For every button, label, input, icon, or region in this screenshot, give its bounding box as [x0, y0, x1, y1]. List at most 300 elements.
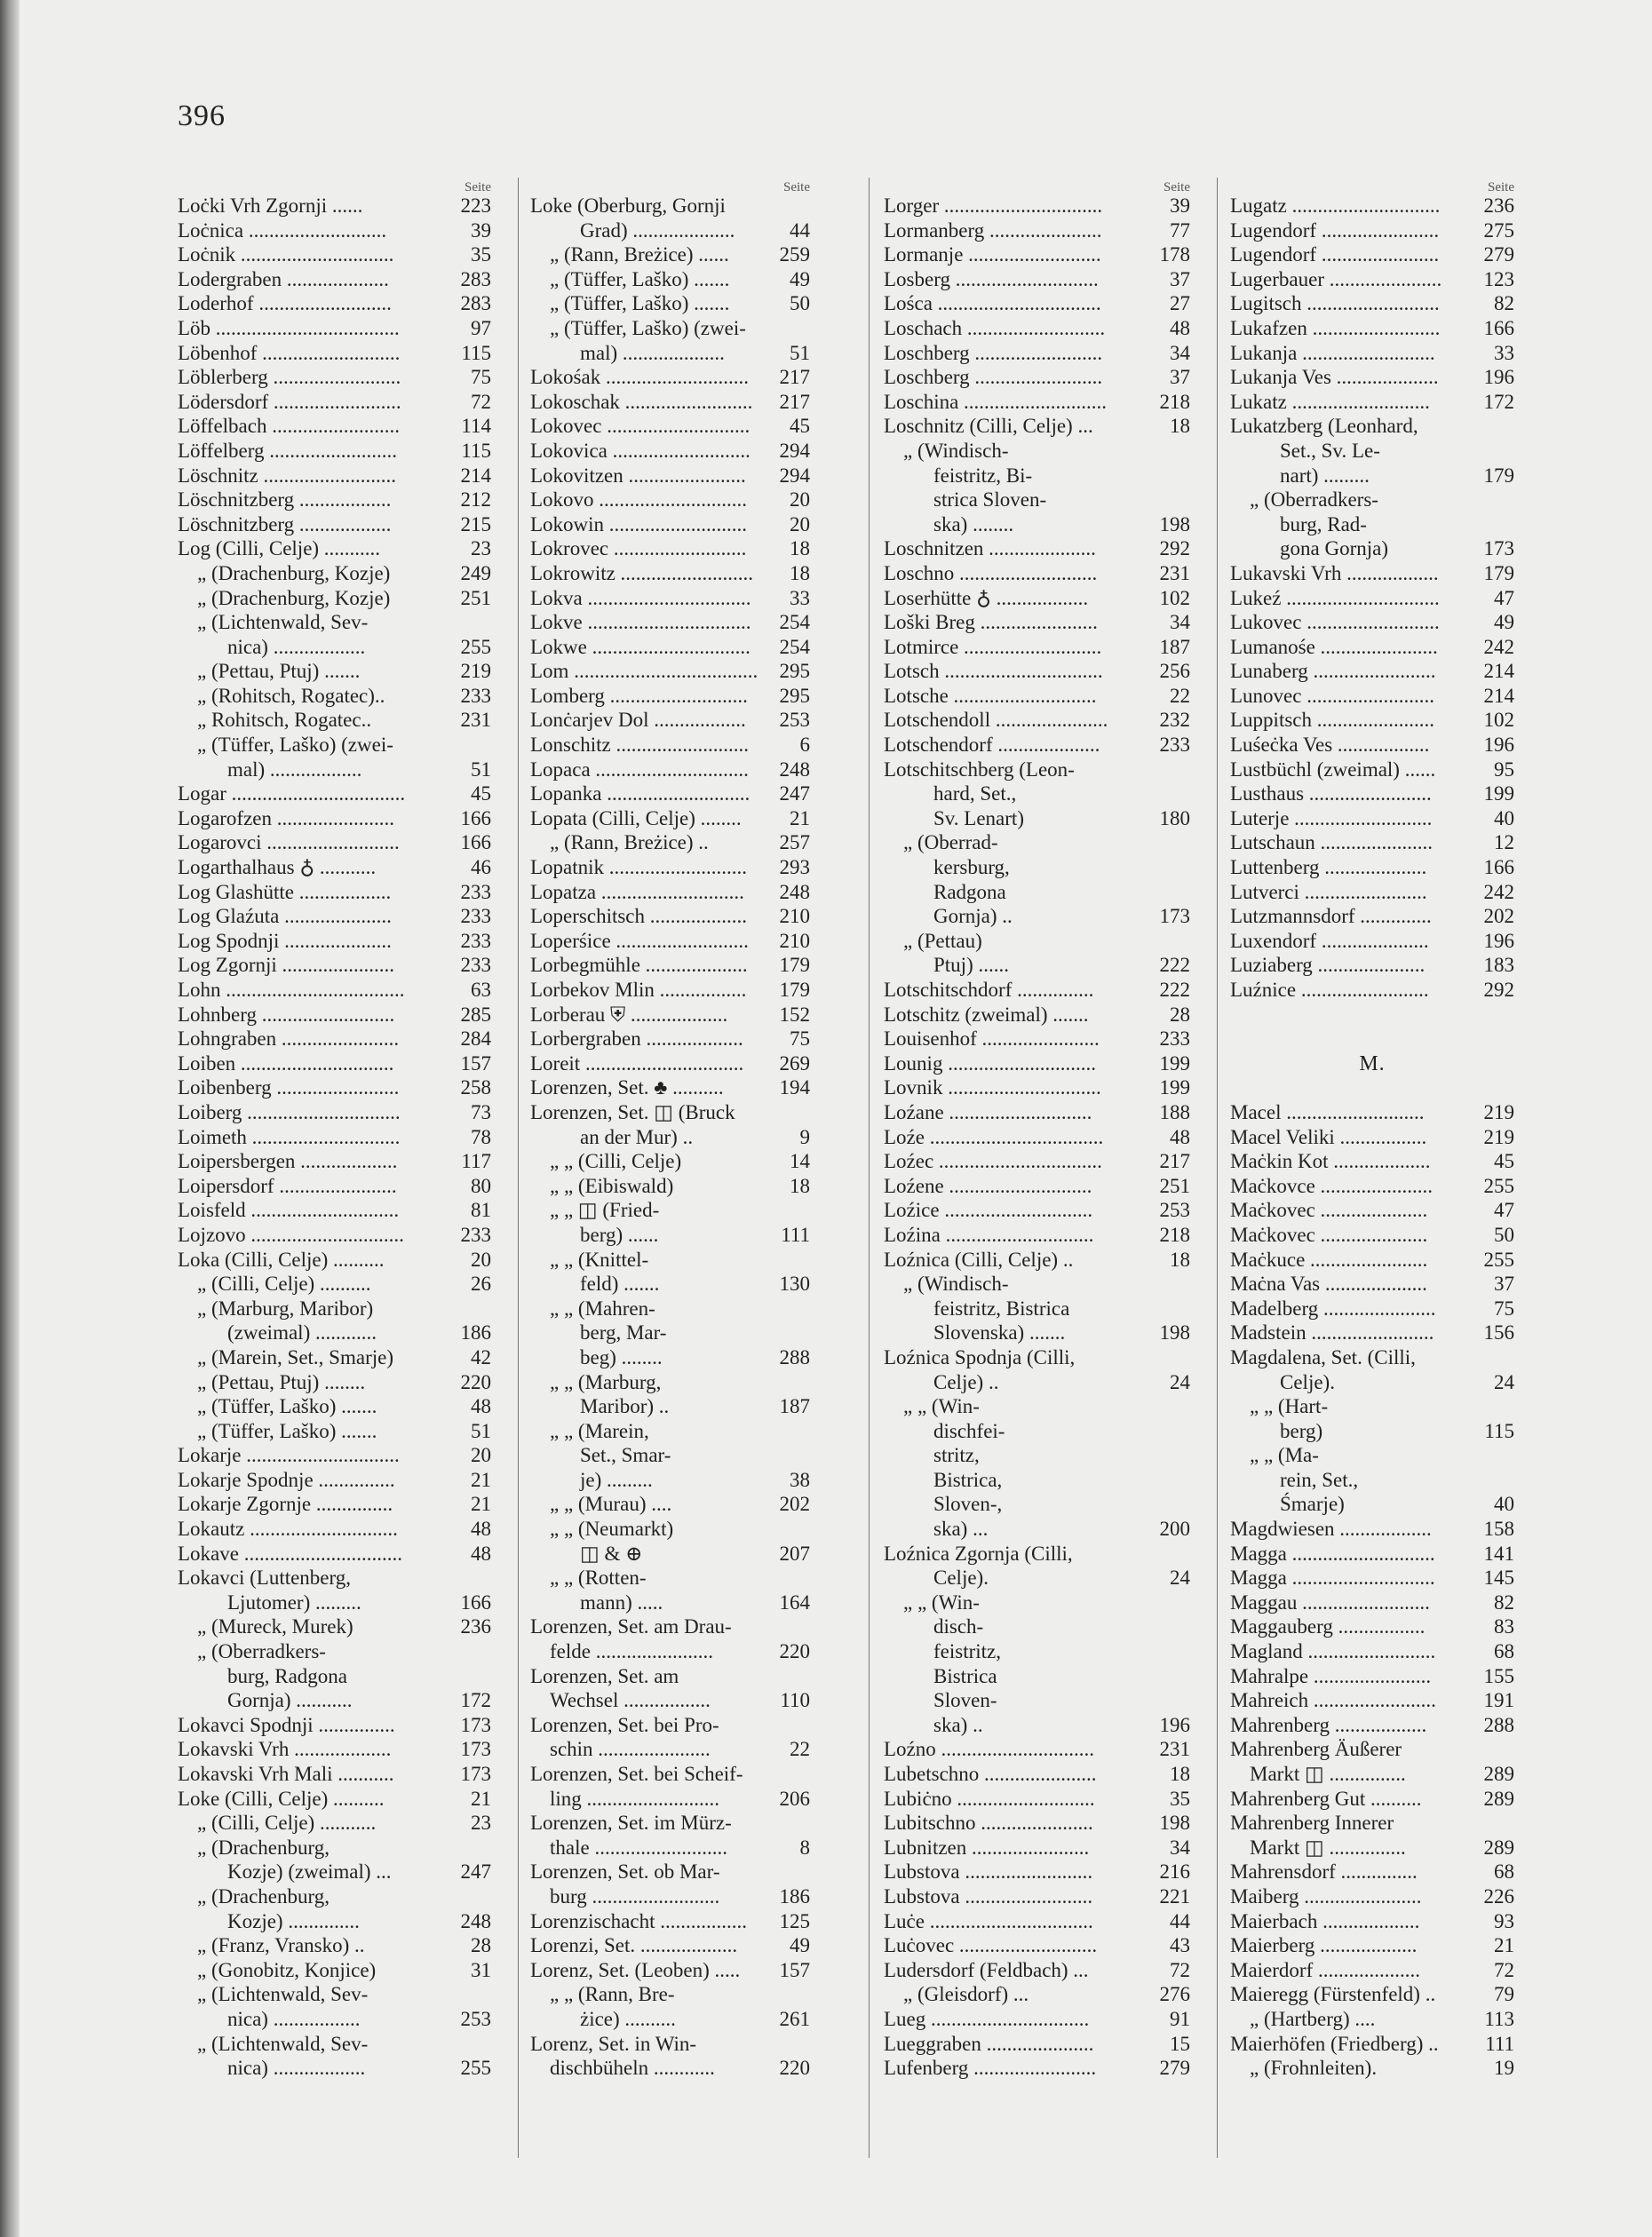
entry-name: Löffelberg .........................	[178, 439, 398, 462]
entry-page: 233	[460, 929, 491, 952]
entry-page: 91	[1170, 2007, 1190, 2030]
entry-page: 6	[799, 734, 810, 757]
entry-page: 35	[471, 243, 491, 266]
entry-page: 97	[471, 316, 491, 339]
entry-page: 279	[1483, 243, 1514, 266]
index-entry	[1230, 1174, 1514, 1199]
entry-name: Loschnitzen .....................	[884, 537, 1096, 560]
index-entry	[884, 2032, 1190, 2057]
entry-name: schin ......................	[550, 1738, 711, 1761]
column-divider	[869, 178, 870, 2158]
index-entry	[530, 1370, 810, 1395]
index-entry	[178, 2056, 491, 2081]
entry-name: „ „ (Win-	[903, 1590, 980, 1614]
column-divider	[518, 178, 519, 2158]
index-entry	[1230, 1443, 1514, 1468]
index-entry	[530, 1909, 810, 1934]
entry-page: 28	[471, 1934, 491, 1957]
entry-name: nica) ..................	[227, 635, 366, 658]
entry-page: 295	[779, 684, 810, 707]
entry-page: 219	[1483, 1100, 1514, 1123]
entry-name: Maċkin Kot ...................	[1230, 1150, 1431, 1173]
index-entry	[530, 512, 810, 537]
entry-name: „ „ (Knittel-	[550, 1248, 649, 1271]
entry-page: 251	[460, 586, 491, 609]
entry-page: 249	[460, 561, 491, 584]
entry-page: 288	[1483, 1713, 1514, 1736]
entry-name: Gornja) ..	[933, 905, 1013, 928]
entry-name: Lugendorf .......................	[1230, 218, 1440, 242]
entry-name: Lukeź ..............................	[1230, 586, 1440, 609]
entry-name: Lokva ................................	[530, 586, 751, 609]
index-entry	[178, 684, 491, 709]
index-entry	[530, 1737, 810, 1762]
index-entry	[884, 218, 1190, 243]
entry-page: 220	[779, 1640, 810, 1663]
index-entry	[530, 610, 810, 635]
entry-name: Maiberg .......................	[1230, 1884, 1422, 1908]
index-entry	[1230, 414, 1514, 439]
entry-page: 275	[1483, 218, 1514, 242]
entry-name: Loźe ..................................	[884, 1125, 1104, 1148]
entry-page: 261	[779, 2007, 810, 2030]
entry-page: 222	[1159, 954, 1190, 977]
index-entry	[1230, 684, 1514, 709]
index-entry	[1230, 390, 1514, 415]
entry-name: Lorenzen, Set. ob Mar-	[530, 1860, 720, 1884]
index-entry	[1230, 806, 1514, 831]
index-entry	[884, 1860, 1190, 1884]
entry-page: 210	[779, 905, 810, 928]
index-entry	[530, 464, 810, 488]
entry-page: 111	[781, 1223, 810, 1246]
entry-page: 173	[460, 1763, 491, 1785]
entry-page: 231	[1159, 1738, 1190, 1761]
index-entry	[530, 1688, 810, 1713]
index-entry	[1230, 1003, 1514, 1027]
index-entry	[1230, 194, 1514, 218]
index-entry	[1230, 904, 1514, 929]
entry-page: 49	[790, 1934, 810, 1957]
entry-name: Lohngraben .......................	[178, 1027, 400, 1051]
entry-name: Löb ....................................	[178, 316, 400, 339]
entry-name: Lonschitz ..........................	[530, 734, 749, 757]
index-entry	[884, 1149, 1190, 1174]
entry-name: „ (Gleisdorf) ...	[903, 1983, 1029, 2006]
entry-name: Loibenberg ........................	[178, 1076, 400, 1099]
index-entry	[178, 1419, 491, 1444]
index-entry	[178, 267, 491, 292]
index-entry	[178, 291, 491, 316]
entry-page: 23	[471, 1812, 491, 1835]
entry-name: Lugendorf .......................	[1230, 243, 1440, 266]
index-entry	[178, 781, 491, 806]
index-entry	[178, 218, 491, 243]
index-entry	[884, 561, 1190, 586]
entry-name: Magland .........................	[1230, 1640, 1436, 1663]
index-entry	[884, 953, 1190, 978]
index-entry	[530, 1394, 810, 1419]
entry-name: ska) ........	[933, 512, 1014, 535]
index-entry	[178, 439, 491, 464]
entry-name: Lomberg ...........................	[530, 684, 748, 707]
entry-name: „ Rohitsch, Rogatec..	[197, 709, 372, 732]
index-entry	[884, 1198, 1190, 1223]
entry-name: Bistrica	[933, 1664, 997, 1687]
entry-page: 259	[779, 243, 810, 266]
index-entry	[1230, 1419, 1514, 1444]
entry-page: 289	[1483, 1836, 1514, 1859]
index-entry	[884, 1100, 1190, 1125]
entry-page: 255	[460, 635, 491, 658]
index-entry	[178, 1198, 491, 1223]
index-entry	[1230, 855, 1514, 880]
entry-name: Loschberg .........................	[884, 341, 1103, 364]
entry-page: 220	[779, 2057, 810, 2080]
entry-name: Luziaberg .....................	[1230, 954, 1426, 977]
index-entry	[884, 1468, 1190, 1493]
entry-page: 22	[790, 1738, 810, 1761]
index-entry	[178, 806, 491, 831]
entry-name: Lufenberg ........................	[884, 2057, 1097, 2080]
index-entry	[530, 242, 810, 267]
index-entry	[884, 194, 1190, 218]
entry-page: 34	[1170, 611, 1190, 634]
entry-name: Maċkovce ......................	[1230, 1174, 1434, 1197]
index-entry	[1230, 561, 1514, 586]
index-entry	[530, 586, 810, 611]
entry-name: „ „ (Marein,	[550, 1419, 649, 1442]
index-entry	[530, 1762, 810, 1787]
entry-name: Lotsch ...............................	[884, 660, 1103, 683]
index-entry	[178, 586, 491, 611]
index-entry	[530, 1836, 810, 1860]
entry-name: mann) .....	[580, 1590, 663, 1614]
entry-name: Loźane ............................	[884, 1100, 1092, 1123]
index-entry	[530, 1248, 810, 1273]
entry-page: 27	[1170, 292, 1190, 315]
index-entry	[884, 1958, 1190, 1983]
entry-page: 21	[471, 1468, 491, 1491]
index-entry	[178, 1492, 491, 1517]
entry-page: 158	[1483, 1518, 1514, 1541]
entry-page: 31	[471, 1958, 491, 1981]
entry-page: 248	[460, 1909, 491, 1932]
entry-name: Lorenzi, Set. ...................	[530, 1934, 738, 1957]
entry-page: 114	[461, 415, 491, 438]
entry-page: 20	[471, 1444, 491, 1467]
index-entry	[530, 1003, 810, 1027]
entry-name: Löschnitzberg ..................	[178, 488, 392, 512]
index-entry	[178, 1125, 491, 1150]
entry-name: Lukafzen .........................	[1230, 316, 1441, 339]
entry-name: feistritz, Bi-	[933, 464, 1033, 487]
entry-name: Lusthaus ........................	[1230, 782, 1432, 805]
index-entry	[1230, 1198, 1514, 1223]
entry-name: Mahrenberg Gut ..........	[1230, 1787, 1422, 1810]
index-entry	[530, 1297, 810, 1321]
index-entry	[1230, 1248, 1514, 1273]
entry-name: „ (Tüffer, Laško) .......	[550, 267, 730, 290]
entry-name: Maggau .........................	[1230, 1590, 1430, 1614]
index-entry	[884, 1443, 1190, 1468]
index-entry	[1230, 488, 1514, 512]
entry-page: 236	[460, 1615, 491, 1638]
index-entry	[884, 1982, 1190, 2007]
entry-name: Lorenzen, Set. bei Pro-	[530, 1713, 719, 1736]
index-entry	[178, 1174, 491, 1199]
entry-name: Löschnitzberg ..................	[178, 512, 392, 535]
entry-page: 34	[1170, 1836, 1190, 1859]
entry-page: 48	[1170, 316, 1190, 339]
entry-page: 166	[1483, 316, 1514, 339]
index-entry	[884, 904, 1190, 929]
entry-name: „ (Drachenburg, Kozje)	[197, 561, 391, 584]
entry-page: 172	[460, 1689, 491, 1712]
entry-name: Magdalena, Set. (Cilli,	[1230, 1345, 1416, 1368]
index-entry	[178, 1688, 491, 1713]
entry-page: 295	[779, 660, 810, 683]
index-entry	[1230, 439, 1514, 464]
entry-name: „ (Oberrad-	[903, 831, 998, 854]
index-entry	[1230, 1836, 1514, 1860]
entry-name: Lokavci Spodnji ...............	[178, 1713, 395, 1736]
entry-name: Lokoschak .........................	[530, 390, 753, 413]
index-entry	[530, 1272, 810, 1297]
index-entry	[1230, 1982, 1514, 2007]
entry-page: 247	[779, 782, 810, 805]
entry-page: 220	[460, 1370, 491, 1393]
entry-page: 157	[779, 1958, 810, 1981]
entry-name: Ptuj) ......	[933, 954, 1009, 977]
index-entry	[884, 1811, 1190, 1836]
entry-name: „ (Tüffer, Laško) .......	[197, 1395, 377, 1418]
index-entry	[1230, 1223, 1514, 1248]
entry-name: Lokavski Vrh Mali ...........	[178, 1763, 394, 1785]
entry-name: Magga ............................	[1230, 1542, 1435, 1565]
entry-name: Kozje) ..............	[227, 1909, 360, 1932]
index-entry	[884, 1027, 1190, 1051]
entry-name: Lopatza ............................	[530, 880, 744, 903]
entry-name: Lokrovec ..........................	[530, 537, 747, 560]
entry-page: 166	[460, 1590, 491, 1614]
entry-name: Lotsche ............................	[884, 684, 1097, 707]
entry-name: Lorbekov Mlin .................	[530, 979, 747, 1001]
entry-page: 214	[460, 464, 491, 487]
entry-name: Lukanja ..........................	[1230, 341, 1435, 364]
index-entry	[1230, 1075, 1514, 1100]
index-entry	[1230, 1492, 1514, 1517]
index-entry	[1230, 781, 1514, 806]
entry-name: Log Glaźuta .....................	[178, 905, 392, 928]
index-entry	[884, 1248, 1190, 1273]
entry-name: Lormanberg ......................	[884, 218, 1102, 242]
entry-name: Loipersbergen ...................	[178, 1150, 398, 1173]
entry-page: 253	[779, 709, 810, 732]
index-entry	[1230, 1639, 1514, 1664]
index-entry	[178, 1370, 491, 1395]
index-entry	[178, 1443, 491, 1468]
index-entry	[530, 267, 810, 292]
entry-page: 48	[471, 1395, 491, 1418]
entry-page: 130	[779, 1273, 810, 1296]
index-entry	[178, 1836, 491, 1860]
entry-name: Celje).	[1280, 1370, 1335, 1393]
entry-name: Lunaberg ........................	[1230, 660, 1436, 683]
entry-name: Lorger ...............................	[884, 194, 1103, 217]
entry-name: Mahrenberg Äußerer	[1230, 1738, 1402, 1761]
entry-name: Loderhof ..........................	[178, 292, 392, 315]
entry-name: Ljutomer) .........	[227, 1590, 361, 1614]
entry-page: 166	[460, 831, 491, 854]
index-entry	[530, 1443, 810, 1468]
entry-name: Lośca ................................	[884, 292, 1101, 315]
entry-name: Löbenhof ...........................	[178, 341, 401, 364]
entry-page: 111	[1485, 2032, 1514, 2055]
entry-name: rein, Set.,	[1280, 1468, 1359, 1491]
index-entry	[530, 365, 810, 390]
entry-name: Lotschendorf ....................	[884, 734, 1100, 757]
index-entry	[884, 341, 1190, 366]
entry-page: 186	[779, 1884, 810, 1908]
index-entry	[1230, 2032, 1514, 2057]
seite-header	[178, 176, 491, 194]
entry-name: Loški Breg .......................	[884, 611, 1098, 634]
entry-name: „ (Pettau)	[903, 929, 982, 952]
entry-page: 18	[1170, 415, 1190, 438]
entry-page: 293	[779, 856, 810, 879]
entry-name: Mahreich ........................	[1230, 1689, 1436, 1712]
entry-page: 46	[471, 856, 491, 879]
entry-name: Kozje) (zweimal) ...	[227, 1860, 392, 1884]
index-entry	[884, 1003, 1190, 1027]
entry-page: 233	[460, 684, 491, 707]
entry-name: Loźno ..............................	[884, 1738, 1095, 1761]
entry-page: 276	[1159, 1983, 1190, 2006]
entry-page: 40	[1494, 1493, 1514, 1516]
entry-page: 115	[461, 341, 491, 364]
entry-page: 214	[1483, 660, 1514, 683]
entry-name: Log Glashütte ..................	[178, 880, 392, 903]
index-entry	[178, 242, 491, 267]
entry-name: Celje).	[933, 1567, 989, 1590]
index-entry	[530, 1027, 810, 1051]
entry-page: 179	[1483, 561, 1514, 584]
index-entry	[530, 1075, 810, 1100]
index-entry	[884, 1223, 1190, 1248]
entry-page: 253	[460, 2007, 491, 2030]
index-entry	[884, 758, 1190, 782]
entry-page: 289	[1483, 1763, 1514, 1785]
entry-page: 294	[779, 464, 810, 487]
entry-name: Magdwiesen ..................	[1230, 1518, 1432, 1541]
index-entry	[178, 1958, 491, 1983]
index-entry	[178, 1590, 491, 1615]
entry-name: „ „ (Neumarkt)	[550, 1518, 674, 1541]
entry-page: 242	[1483, 880, 1514, 903]
entry-page: 42	[471, 1345, 491, 1368]
entry-name: Maċna Vas ....................	[1230, 1273, 1427, 1296]
entry-page: 47	[1494, 1199, 1514, 1222]
entry-page: 33	[1494, 341, 1514, 364]
entry-page: 35	[1170, 1787, 1190, 1810]
entry-page: 39	[1170, 194, 1190, 217]
entry-page: 279	[1159, 2057, 1190, 2080]
entry-page: 233	[1159, 734, 1190, 757]
entry-name: Maċkuce .......................	[1230, 1248, 1428, 1271]
entry-name: Loiben ..............................	[178, 1051, 394, 1075]
entry-name: „ (Rann, Breżice) ..	[550, 831, 709, 854]
entry-name: Loźec ................................	[884, 1150, 1102, 1173]
entry-name: Lueggraben .....................	[884, 2032, 1094, 2055]
index-column-2	[530, 176, 810, 2081]
index-entry	[178, 1345, 491, 1370]
entry-name: „ (Pettau, Ptuj) .......	[197, 660, 361, 683]
index-entry	[1230, 1688, 1514, 1713]
entry-name: Lukatz ...........................	[1230, 390, 1430, 413]
entry-name: Lubstova .........................	[884, 1884, 1093, 1908]
index-column-4	[1230, 176, 1514, 2081]
entry-name: Luźnice .........................	[1230, 979, 1429, 1001]
entry-page: 75	[1494, 1297, 1514, 1320]
entry-page: 196	[1159, 1713, 1190, 1736]
index-entry	[884, 1394, 1190, 1419]
entry-name: felde .......................	[550, 1640, 713, 1663]
entry-page: 18	[1170, 1763, 1190, 1785]
entry-name: Logarovci ..........................	[178, 831, 400, 854]
entry-name: Lotschitschdorf ...............	[884, 979, 1094, 1001]
entry-page: 15	[1170, 2032, 1190, 2055]
index-entry	[530, 929, 810, 954]
entry-name: Löschnitz ..........................	[178, 464, 396, 487]
index-entry	[1230, 2007, 1514, 2032]
index-entry	[530, 978, 810, 1003]
entry-page: 48	[471, 1542, 491, 1565]
index-entry	[178, 1297, 491, 1321]
entry-page: 157	[460, 1051, 491, 1075]
entry-page: 255	[1483, 1174, 1514, 1197]
entry-page: 164	[779, 1590, 810, 1614]
index-entry	[1230, 365, 1514, 390]
index-entry	[178, 2007, 491, 2032]
entry-page: 23	[471, 537, 491, 560]
entry-page: 145	[1483, 1567, 1514, 1590]
index-entry	[530, 855, 810, 880]
entry-name: Lokovitzen .......................	[530, 464, 746, 487]
entry-name: kersburg,	[933, 856, 1010, 879]
index-entry	[884, 1688, 1190, 1713]
entry-page: 254	[779, 635, 810, 658]
entry-name: Lotschitz (zweimal) .......	[884, 1003, 1089, 1026]
index-entry	[884, 659, 1190, 684]
index-entry	[530, 1639, 810, 1664]
index-entry	[178, 341, 491, 366]
entry-name: Lokavci (Luttenberg,	[178, 1567, 352, 1590]
entry-name: nart) .........	[1280, 464, 1370, 487]
entry-page: 45	[471, 782, 491, 805]
entry-name: Lutschaun ......................	[1230, 831, 1434, 854]
index-entry	[1230, 1590, 1514, 1615]
entry-name: Loschach ...........................	[884, 316, 1106, 339]
index-entry	[1230, 2056, 1514, 2081]
index-entry	[884, 512, 1190, 537]
entry-page: 198	[1159, 1321, 1190, 1345]
entry-name: „ (Hartberg) ....	[1250, 2007, 1376, 2030]
entry-name: Lovnik ..............................	[884, 1076, 1101, 1099]
entry-page: 294	[779, 439, 810, 462]
entry-name: „ „ (Hart-	[1250, 1395, 1329, 1418]
entry-name: „ (Oberradkers-	[197, 1640, 326, 1663]
